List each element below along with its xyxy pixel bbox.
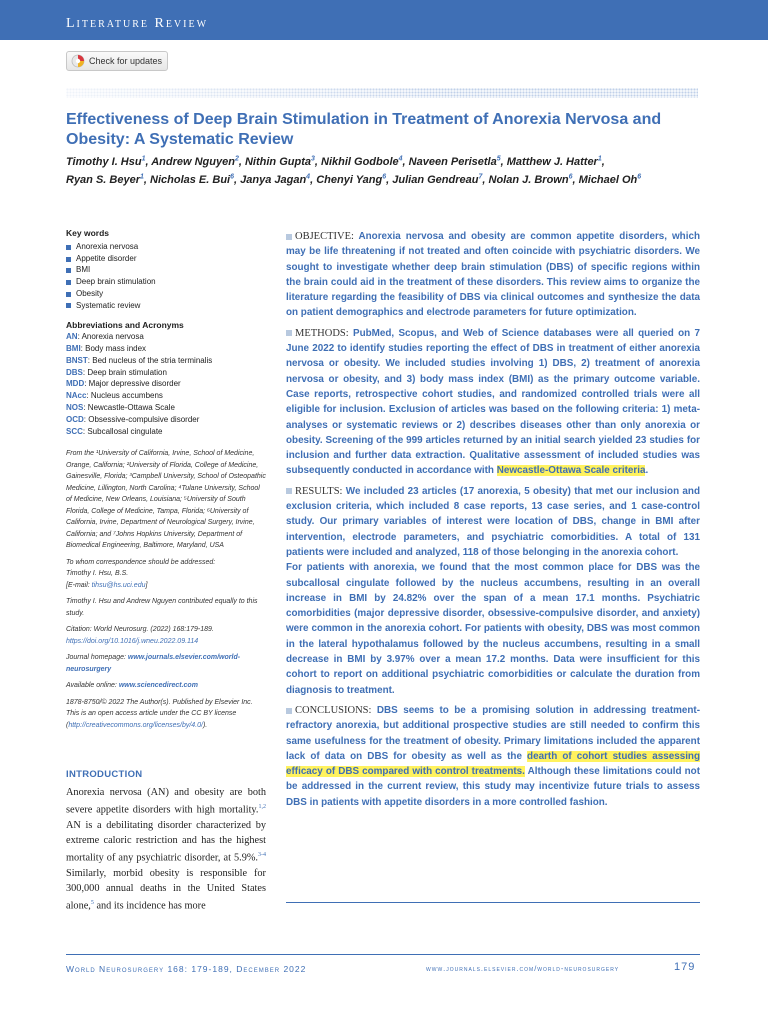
email-link[interactable]: tihsu@hs.uci.edu: [91, 581, 146, 589]
correspondence: To whom correspondence should be addressed: Timothy I. Hsu, B.S. [E-mail: tihsu@hs.uci.edu]: [66, 558, 216, 589]
abstract-methods: METHODS: PubMed, Scopus, and Web of Science databases were all queried on 7 June 2022 to identify studies reporting the effect of DBS in treatment of either anorexia nervosa or obesity. We included studies involving 1) DBS, 2) treatment of anorexia nervosa or obesity, and 3) body mass index (BMI) as the primary outcome variable. Case reports, retrospective cohort studies, and randomized controlled trials were all eligible for inclusion. Exclusion of articles was based on the following criteria: 1) meta-analyses or systematic reviews or 2) describes diseases other than only anorexia or obesity. Screening of the 999 articles returned by an initial search yielded 23 studies for inclusion and further data extraction. Qualitative assessment of included studies was subsequently conducted in accordance with Newcastle-Ottawa Scale criteria.: [286, 327, 700, 477]
bullet-square-icon: [66, 245, 71, 250]
available-online: Available online: www.sciencedirect.com: [66, 682, 198, 690]
abbreviation-item: NAcc: Nucleus accumbens: [66, 391, 163, 401]
author-affiliation-mark: 1: [141, 155, 146, 162]
footer-citation: World Neurosurgery 168: 179-189, December 2022: [66, 964, 307, 974]
keyword-item: Anorexia nervosa: [66, 242, 266, 254]
abstract-column: [286, 229, 700, 815]
journal-header-bar: [0, 0, 768, 40]
sciencedirect-link[interactable]: www.sciencedirect.com: [118, 682, 198, 690]
author-name: Matthew J. Hatter: [506, 155, 598, 168]
section-bullet-icon: [286, 234, 292, 240]
contribution-note: Timothy I. Hsu and Andrew Nguyen contributed equally to this study.: [66, 598, 258, 617]
abstract-results: [286, 484, 700, 560]
conclusions-highlight: dearth of cohort studies assessing efficacy of DBS compared with control treatments.: [286, 750, 700, 778]
keyword-item: Obesity: [66, 288, 266, 300]
author-affiliation-mark: 3: [310, 155, 315, 162]
introduction-heading: INTRODUCTION: [66, 769, 143, 780]
check-updates-label: Check for updates: [89, 56, 163, 66]
results-text-1: We included 23 articles (17 anorexia, 5 obesity) that met our inclusion and exclusion criteria, which included 8 case reports, 13 case series, and 1 case-control study. Our primary variables of interest were location of DBS, change in BMI after intervention, electrode parameters, and psychiatric comorbidities. A total of 131 patients were included and analyzed, 118 of those belonging in the anorexia cohort.: [286, 485, 700, 558]
sidebar-column: [66, 228, 266, 736]
author-affiliation-mark: 6: [382, 173, 387, 181]
author-affiliation-mark: 6: [568, 173, 573, 181]
bullet-square-icon: [66, 303, 71, 308]
author-affiliation-mark: 1: [139, 173, 144, 181]
journal-homepage: Journal homepage: www.journals.elsevier.com/world-neurosurgery: [66, 654, 241, 673]
affiliations-text: From the ¹University of California, Irvine, School of Medicine, Orange, California; ²University of Florida, College of Medicine, Gainesville, Florida; ³Campbell University, School of Osteopathic Medicine, Lillington, North Carolina; ⁴Tulane University, School of Medicine, New Orleans, Louisiana; ⁵University of South Florida, College of Medicine, Tampa, Florida; ⁶University of California, Irvine, Department of Neurological Surgery, Irvine, California; and ⁷Johns Hopkins University, Department of Biomedical Engineering, Baltimore, Maryland, USA: [66, 450, 266, 550]
results-label: RESULTS:: [295, 485, 343, 497]
author-affiliation-mark: 4: [306, 173, 311, 181]
conclusions-text-2: Although these limitations could not be addressed in the current review, this study may incentivize future trials to assess DBS in patients with appetite disorders in a more controlled fashion.: [286, 766, 700, 808]
author-name: Julian Gendreau: [392, 174, 479, 187]
author-affiliation-mark: 1: [597, 155, 602, 162]
footer-journal-url[interactable]: www.journals.elsevier.com/world-neurosurgery: [426, 964, 620, 973]
abbreviation-item: BMI: Body mass index: [66, 343, 147, 353]
section-label: Literature Review: [66, 16, 209, 31]
conclusions-label: CONCLUSIONS:: [295, 704, 372, 716]
section-bullet-icon: [286, 708, 292, 714]
abbreviation-item: BNST: Bed nucleus of the stria terminalis: [66, 355, 213, 365]
abbreviations-heading: Abbreviations and Acronyms: [66, 319, 184, 330]
footer-divider: [66, 954, 700, 955]
bullet-square-icon: [66, 280, 71, 285]
author-name: Timothy I. Hsu: [66, 155, 142, 168]
author-affiliation-mark: 6: [230, 173, 234, 181]
author-name: Andrew Nguyen: [151, 155, 235, 168]
author-name: Ryan S. Beyer: [66, 174, 140, 187]
affiliations-block: [66, 448, 266, 731]
author-name: Naveen Perisetla: [408, 155, 497, 168]
abbreviation-item: AN: Anorexia nervosa: [66, 332, 144, 342]
abbreviation-item: DBS: Deep brain stimulation: [66, 367, 167, 377]
keywords-heading: Key words: [66, 228, 109, 238]
citation: Citation: World Neurosurg. (2022) 168:179-189. https://doi.org/10.1016/j.wneu.2022.09.114: [66, 626, 214, 645]
abstract-objective: [286, 229, 700, 321]
author-name: Nithin Gupta: [244, 155, 311, 168]
bullet-square-icon: [66, 268, 71, 273]
author-affiliation-mark: 4: [398, 155, 403, 162]
keyword-item: BMI: [66, 265, 266, 277]
abstract-divider: [286, 902, 700, 903]
author-affiliation-mark: 6: [637, 173, 642, 181]
objective-text: Anorexia nervosa and obesity are common appetite disorders, which may be life threatening if not treated and often coincide with psychiatric disorders. We sought to investigate whether deep brain stimulation (DBS) of specific regions within the brain could aid in the treatment of these disorders. This review aims to organize the literature regarding the feasibility of DBS via clinical outcomes and synthesize the data on patient demographics and electrode parameters for future optimization.: [286, 231, 700, 319]
author-affiliation-mark: 2: [234, 155, 239, 162]
conclusions-text-1: DBS seems to be a promising solution in addressing treatment-refractory anorexia, but additional prospective studies are still needed to confirm this same usefulness for the treatment of obesity. Primary limitations included the apparent lack of data on DBS for obesity as well as the: [286, 704, 701, 762]
license-link[interactable]: http://creativecommons.org/licenses/by/4.0/: [68, 721, 203, 729]
keyword-list: [66, 242, 266, 312]
page-number: 179: [674, 961, 696, 973]
author-list: Timothy I. Hsu$^1$, Andrew Nguyen$^2$, Nithin Gupta$^3$, Nikhil Godbole$^4$, Naveen Perisetla$^5$, Matthew J. Hatter$^1$, Ryan S. Beyer$^1$, Nicholas E. Bui$^6$, Janya Jagan$^4$, Chenyi Yang$^6$, Julian Gendreau$^7$, Nolan J. Brown$^6$, Michael Oh$^6$: [66, 155, 642, 187]
keyword-item: Deep brain stimulation: [66, 277, 266, 289]
author-name: Janya Jagan: [240, 174, 307, 187]
author-name: Chenyi Yang: [316, 174, 383, 187]
check-for-updates-button[interactable]: [66, 51, 168, 71]
keyword-item: Systematic review: [66, 300, 266, 312]
abstract-results-continued: For patients with anorexia, we found that the most common place for DBS was the subcallosal cingulate followed by the nucleus accumbens, resulting in an overall increase in BMI by 24.82% over the span of a mean 17.1 months. Psychiatric comorbidities (major depressive disorder, obsessive-compulsive disorder, and anxiety) were common in the anorexia cohort. For patients with obesity, DBS was most common in the lateral hypothalamus followed by the nucleus accumbens, resulting in a small decrease in BMI by 3.97% over a mean 17.2 months. Data were insufficient for this cohort to report on additional psychiatric comorbidities or calculate the duration from diagnosis to treatment.: [286, 562, 700, 696]
check-updates-icon: [71, 54, 85, 68]
author-affiliation-mark: 7: [478, 173, 483, 181]
article-title: Effectiveness of Deep Brain Stimulation in Treatment of Anorexia Nervosa and Obesity: A Systematic Review: [66, 111, 662, 148]
section-bullet-icon: [286, 488, 292, 494]
abbreviation-item: OCD: Obsessive-compulsive disorder: [66, 414, 200, 424]
journal-homepage-link[interactable]: www.journals.elsevier.com/world-neurosurgery: [66, 654, 241, 673]
bullet-square-icon: [66, 292, 71, 297]
abbreviation-item: SCC: Subcallosal cingulate: [66, 426, 163, 436]
abstract-conclusions: [286, 703, 700, 810]
author-affiliation-mark: 5: [496, 155, 501, 162]
keyword-item: Appetite disorder: [66, 253, 266, 265]
methods-text: PubMed, Scopus, and Web of Science databases were all queried on 7 June 2022 to identify studies reporting the effect of DBS in treatment of either anorexia nervosa or obesity. We included studies involving 1) DBS, 2) treatment of anorexia nervosa or obesity, and 3) body mass index (BMI) as the primary outcome variable. Case reports, retrospective cohort studies, and randomized controlled trials were all eligible for inclusion. Exclusion of articles was based on the following criteria: 1) meta-analyses or systematic reviews or 2) describes diseases other than only anorexia or obesity. Screening of the 999 articles returned by an initial search yielded 23 studies for inclusion and further data extraction. Qualitative assessment of included studies was subsequently conducted in accordance with: [286, 327, 700, 477]
author-name: Nicholas E. Bui: [150, 174, 231, 187]
section-bullet-icon: [286, 330, 292, 336]
introduction-text: Anorexia nervosa (AN) and obesity are both severe appetite disorders with high mortality.$^{1,2}$ AN is a debilitating disorder characterized by extreme caloric restriction and has the highest mortality of any psychiatric disorder, at 5.9%.$^{3-4}$ Similarly, morbid obesity is responsible for 300,000 annual deaths in the United States alone,$^5$ and its incidence has more: [66, 787, 266, 912]
abbreviation-item: MDD: Major depressive disorder: [66, 379, 181, 389]
methods-label: METHODS:: [295, 327, 349, 339]
methods-highlight: Newcastle-Ottawa Scale criteria: [496, 465, 646, 477]
abbreviation-list: [66, 332, 266, 438]
author-name: Nolan J. Brown: [488, 174, 569, 187]
objective-label: OBJECTIVE:: [295, 231, 354, 242]
author-name: Nikhil Godbole: [321, 155, 399, 168]
doi-link[interactable]: https://doi.org/10.1016/j.wneu.2022.09.114: [66, 637, 199, 645]
copyright: 1878-8750/© 2022 The Author(s). Published by Elsevier Inc. This is an open access article under the CC BY license (http://creativecommons.org/licenses/by/4.0/).: [66, 698, 253, 729]
bullet-square-icon: [66, 257, 71, 262]
abbreviation-item: NOS: Newcastle-Ottawa Scale: [66, 402, 175, 412]
author-name: Michael Oh: [578, 174, 638, 187]
